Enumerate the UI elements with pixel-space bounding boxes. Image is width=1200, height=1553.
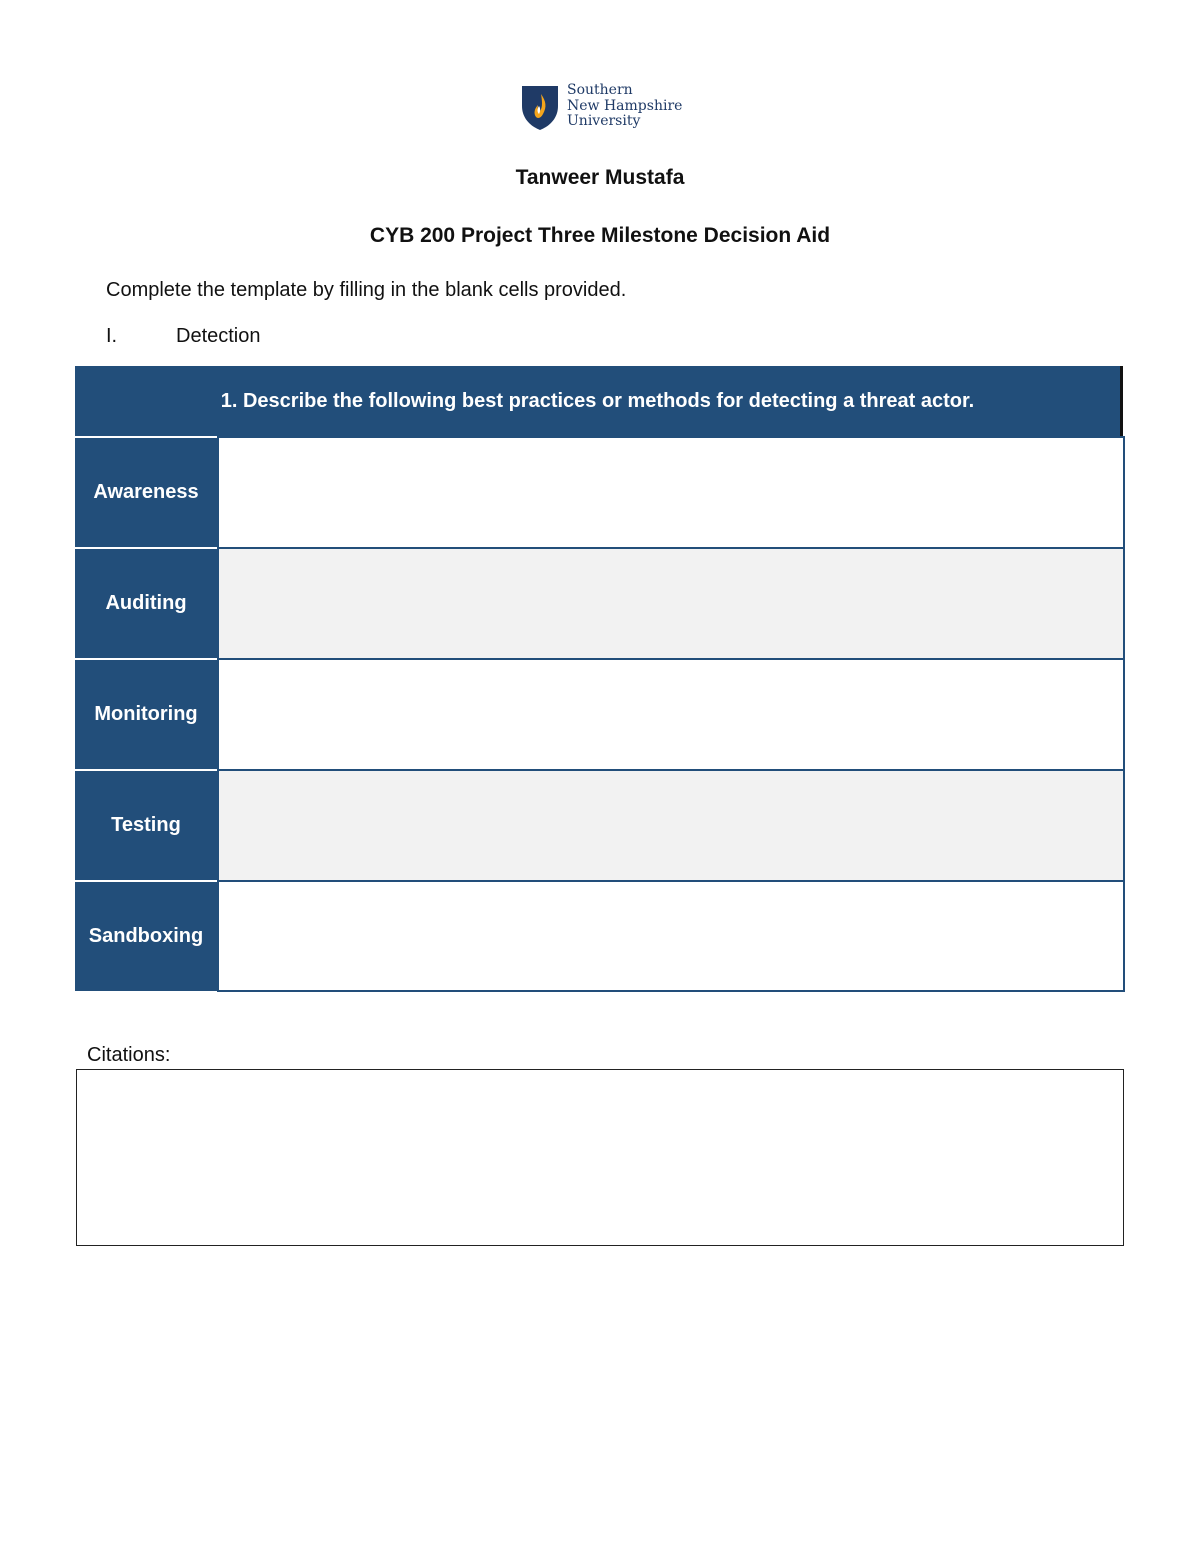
table-row bbox=[75, 658, 1125, 769]
shield-flame-icon bbox=[520, 84, 560, 132]
table-header: 1. Describe the following best practices or methods for detecting a threat actor. bbox=[75, 366, 1123, 436]
detection-table bbox=[75, 366, 1125, 995]
row-label: Testing bbox=[75, 769, 217, 880]
logo-line: University bbox=[567, 113, 641, 129]
table-row bbox=[75, 436, 1125, 547]
university-logo bbox=[520, 82, 690, 134]
citations-label: Citations: bbox=[87, 1044, 171, 1066]
auditing-answer-cell[interactable] bbox=[217, 547, 1125, 658]
testing-answer-cell[interactable] bbox=[217, 769, 1125, 880]
row-label: Sandboxing bbox=[75, 880, 217, 991]
logo-wordmark bbox=[567, 83, 682, 130]
table-row bbox=[75, 880, 1125, 991]
monitoring-answer-cell[interactable] bbox=[217, 658, 1125, 769]
section-label: Detection bbox=[176, 325, 261, 347]
row-label: Auditing bbox=[75, 547, 217, 658]
citations-box[interactable] bbox=[76, 1069, 1124, 1246]
author-name: Tanweer Mustafa bbox=[515, 166, 685, 189]
sandboxing-answer-cell[interactable] bbox=[217, 880, 1125, 992]
logo-line: New Hampshire bbox=[567, 97, 683, 114]
awareness-answer-cell[interactable] bbox=[217, 436, 1125, 547]
instructions-text: Complete the template by filling in the blank cells provided. bbox=[106, 279, 627, 301]
table-row bbox=[75, 547, 1125, 658]
section-number: I. bbox=[106, 325, 118, 347]
section-heading bbox=[106, 322, 261, 350]
row-label: Awareness bbox=[75, 436, 217, 547]
document-title: CYB 200 Project Three Milestone Decision Aid bbox=[369, 224, 831, 247]
table-row bbox=[75, 769, 1125, 880]
logo-line: Southern bbox=[567, 82, 633, 98]
row-label: Monitoring bbox=[75, 658, 217, 769]
